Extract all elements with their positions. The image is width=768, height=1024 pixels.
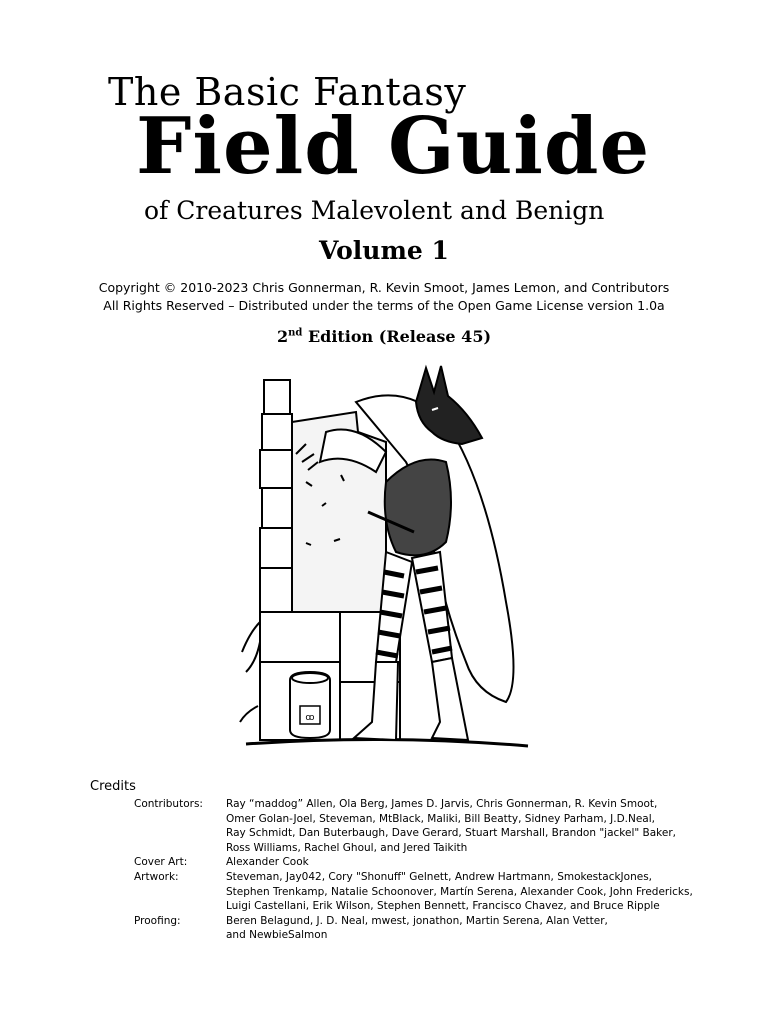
credit-row-contributors xyxy=(134,797,734,855)
credit-names xyxy=(226,797,734,855)
credit-names xyxy=(226,914,734,943)
credit-line: Ray Schmidt, Dan Buterbaugh, Dave Gerard, Stuart Marshall, Brandon "jackel" Baker, xyxy=(226,827,676,840)
credit-role: Cover Art: xyxy=(134,856,188,869)
copyright-line-1: Copyright © 2010-2023 Chris Gonnerman, R. Kevin Smoot, James Lemon, and Contributors xyxy=(98,280,670,295)
credit-line: Stephen Trenkamp, Natalie Schoonover, Martín Serena, Alexander Cook, John Fredericks, xyxy=(226,885,693,898)
credit-row-proofing xyxy=(134,914,734,943)
edition-suffix: nd xyxy=(288,327,303,339)
jar-label: ꝏ xyxy=(305,713,315,723)
edition-number: 2 xyxy=(276,327,289,346)
volume-heading: Volume 1 xyxy=(319,236,449,265)
cover-illustration xyxy=(236,362,536,762)
credit-line: Alexander Cook xyxy=(226,856,309,869)
title-line-1: The Basic Fantasy xyxy=(108,70,467,114)
credit-line: Luigi Castellani, Erik Wilson, Stephen Bennett, Francisco Chavez, and Bruce Ripple xyxy=(226,900,660,913)
credits-list xyxy=(134,797,734,943)
credit-line: Omer Golan-Joel, Steveman, MtBlack, Maliki, Bill Beatty, Sidney Parham, J.D.Neal, xyxy=(226,812,655,825)
copyright-line-2: All Rights Reserved – Distributed under the terms of the Open Game License version 1.0a xyxy=(103,298,665,313)
credit-role: Proofing: xyxy=(134,914,181,927)
credit-row-artwork xyxy=(134,870,734,914)
credits-heading: Credits xyxy=(90,779,136,794)
credit-names xyxy=(226,870,734,914)
credit-row-cover-art xyxy=(134,855,734,870)
credit-line: Steveman, Jay042, Cory "Shonuff" Gelnett, Andrew Hartmann, SmokestackJones, xyxy=(226,870,653,883)
credit-line: Ray “maddog” Allen, Ola Berg, James D. Jarvis, Chris Gonnerman, R. Kevin Smoot, xyxy=(226,798,658,810)
credit-names xyxy=(226,855,734,870)
credit-role: Artwork: xyxy=(134,870,179,883)
title-line-3: of Creatures Malevolent and Benign xyxy=(144,196,605,225)
title-line-2: Field Guide xyxy=(136,101,651,192)
credit-line: Beren Belagund, J. D. Neal, mwest, jonathon, Martin Serena, Alan Vetter, xyxy=(226,914,608,927)
credit-line: Ross Williams, Rachel Ghoul, and Jered Taikith xyxy=(226,841,468,854)
edition-text: Edition (Release 45) xyxy=(302,327,492,346)
credit-line: and NewbieSalmon xyxy=(226,929,328,942)
edition-line xyxy=(0,327,768,346)
copyright-notice xyxy=(0,279,768,315)
credit-role: Contributors: xyxy=(134,798,203,810)
